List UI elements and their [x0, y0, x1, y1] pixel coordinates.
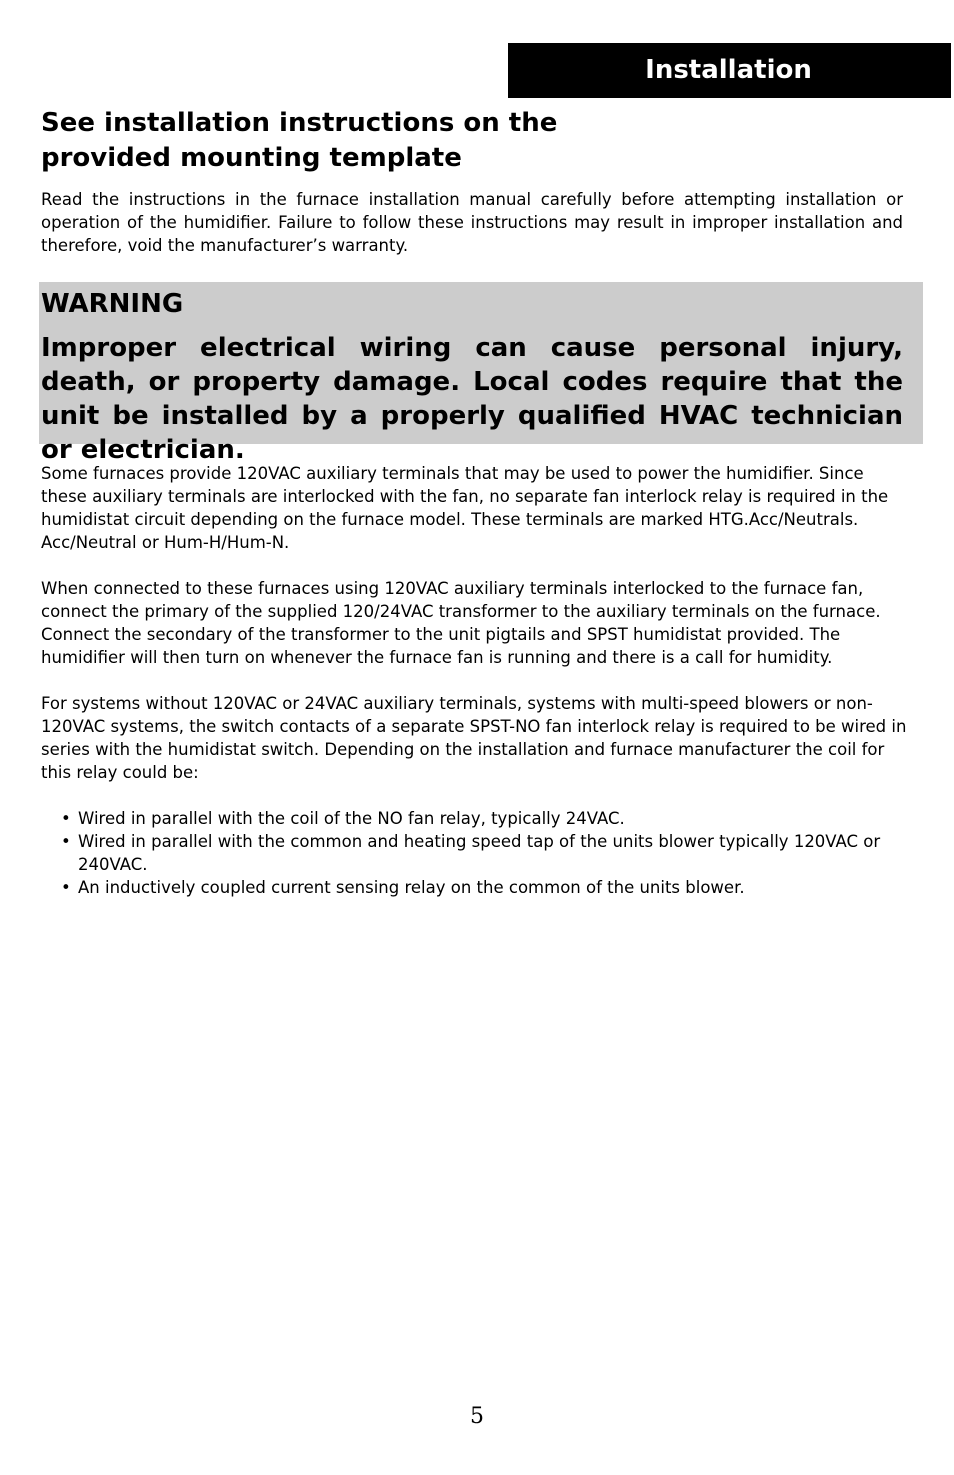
- intro-section: [41, 106, 903, 257]
- warning-text: Improper electrical wiring can cause personal injury, death, or property damage. Local codes require that the unit be installed by a properly qualified HVAC technician or electrician.: [41, 333, 903, 465]
- section-header-tab: Installation: [508, 43, 951, 98]
- bullet-list: [41, 807, 911, 899]
- warning-title: WARNING: [41, 289, 184, 319]
- page-number: 5: [470, 1404, 484, 1429]
- list-item-text: An inductively coupled current sensing relay on the common of the units blower.: [78, 878, 745, 897]
- list-item-text: Wired in parallel with the common and heating speed tap of the units blower typically 120VAC or 240VAC.: [78, 832, 881, 874]
- warning-box: [39, 282, 923, 465]
- body-paragraph-3: For systems without 120VAC or 24VAC auxiliary terminals, systems with multi-speed blowers or non-120VAC systems, the switch contacts of a separate SPST-NO fan interlock relay is required to be wired in series with the humidistat switch. Depending on the installation and furnace manufacturer the coil for this relay could be:: [41, 694, 907, 782]
- bullet-icon: •: [61, 832, 71, 851]
- page-title: See installation instructions on the provided mounting template: [41, 108, 558, 173]
- bullet-icon: •: [61, 809, 71, 828]
- body-paragraph-1: Some furnaces provide 120VAC auxiliary terminals that may be used to power the humidifier. Since these auxiliary terminals are interlocked with the fan, no separate fan interlock relay is required in the humidistat circuit depending on the furnace model. These terminals are marked HTG.Acc/Neutrals. Acc/Neutral or Hum-H/Hum-N.: [41, 464, 889, 552]
- list-item: [61, 876, 911, 899]
- list-item: [61, 807, 911, 830]
- body-paragraph-2: When connected to these furnaces using 120VAC auxiliary terminals interlocked to the furnace fan, connect the primary of the supplied 120/24VAC transformer to the auxiliary terminals on the furnace. Connect the secondary of the transformer to the unit pigtails and SPST humidistat provided. The humidifier will then turn on whenever the furnace fan is running and there is a call for humidity.: [41, 579, 881, 667]
- list-item-text: Wired in parallel with the coil of the NO fan relay, typically 24VAC.: [78, 809, 625, 828]
- body-section: [41, 462, 911, 899]
- bullet-icon: •: [61, 878, 71, 897]
- list-item: [61, 830, 911, 876]
- intro-paragraph: Read the instructions in the furnace installation manual carefully before attempting installation or operation of the humidifier. Failure to follow these instructions may result in improper installation and therefore, void the manufacturer’s warranty.: [41, 190, 903, 255]
